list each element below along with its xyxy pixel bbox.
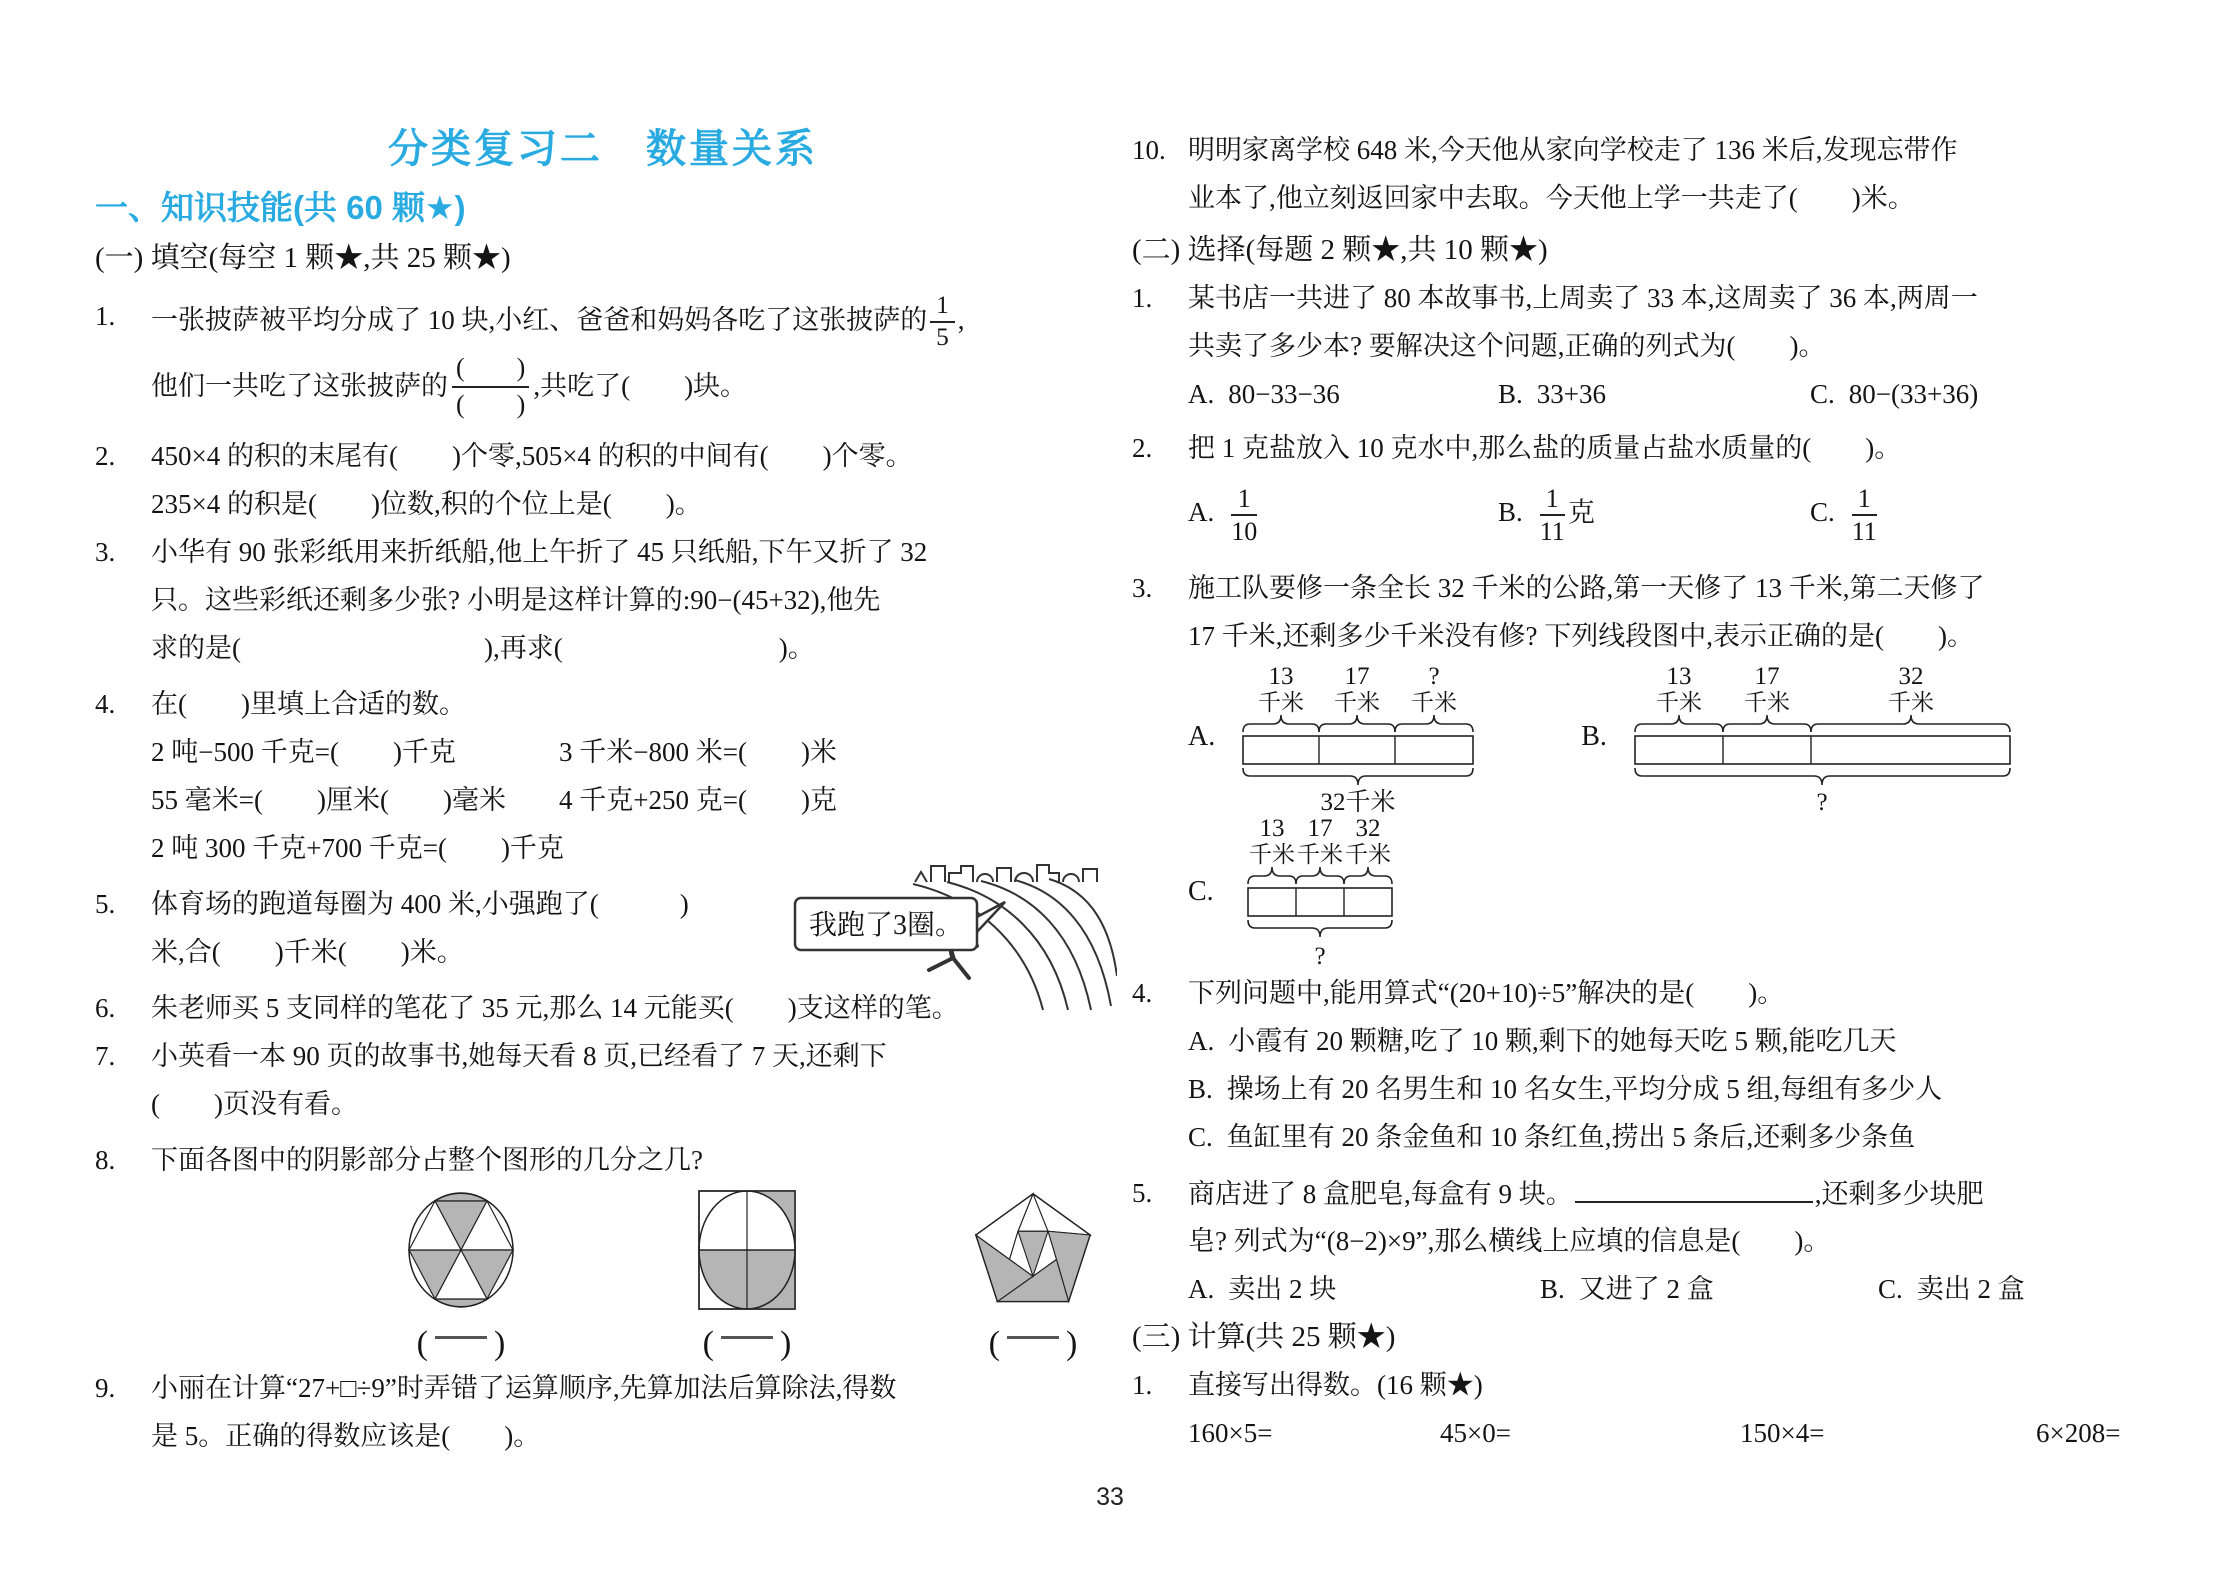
svg-text:千米: 千米 [1411, 690, 1458, 715]
svg-text:?: ? [1314, 943, 1326, 969]
question-line: 一张披萨被平均分成了 10 块,小红、爸爸和妈妈各吃了这张披萨的 $\frac{1}{5}$ , [151, 292, 965, 351]
question-number: 6. [95, 993, 116, 1023]
conversion-row: 2 吨−500 千克=( )千克 3 千米−800 米=( )米 [151, 737, 837, 767]
option-c: C. 卖出 2 盒 [1878, 1274, 2025, 1304]
fraction-options-row [1188, 472, 2142, 558]
fill-question-10 [1132, 126, 2142, 222]
svg-text:千米: 千米 [1258, 690, 1305, 715]
question-number: 2. [95, 441, 116, 471]
svg-text:千米: 千米 [1296, 842, 1343, 867]
diagram-c: C. 13 17 32 千米 千米 千米 ? [1188, 815, 1391, 969]
question-line: 求的是( ),再求( )。 [151, 633, 815, 663]
figure-square-circle [669, 1188, 825, 1362]
part-choice-heading: (二) 选择(每题 2 颗★,共 10 颗★) [1132, 234, 1548, 266]
segment-diagrams-row-1 [1188, 662, 2142, 812]
svg-text:32: 32 [1898, 663, 1924, 690]
runner-track-illustration [787, 836, 1117, 1012]
option-a: A. $\frac{1}{10}$ [1188, 483, 1258, 546]
fill-question-7 [95, 1032, 1111, 1128]
question-line: 450×4 的积的末尾有( )个零,505×4 的积的中间有( )个零。 [151, 441, 913, 471]
shaded-figures [151, 1188, 1111, 1362]
option-b: B. 操场上有 20 名男生和 10 名女生,平均分成 5 组,每组有多少人 [1188, 1074, 1943, 1104]
part-calc-heading: (三) 计算(共 25 颗★) [1132, 1321, 1396, 1353]
svg-text:32: 32 [1355, 815, 1381, 842]
calc-question-1 [1132, 1361, 2142, 1457]
svg-text:千米: 千米 [1887, 690, 1934, 715]
segment-diagrams-row-2 [1188, 814, 2142, 969]
question-line: 在( )里填上合适的数。 [151, 689, 466, 719]
fill-question-8 [95, 1136, 1111, 1362]
question-line: 小华有 90 张彩纸用来折纸船,他上午折了 45 只纸船,下午又折了 32 [151, 537, 928, 567]
calc-problems-row [1188, 1409, 2142, 1457]
svg-text:千米: 千米 [1655, 690, 1702, 715]
fill-question-1 [95, 292, 1111, 432]
question-number: 9. [95, 1373, 116, 1403]
choice-question-3 [1132, 564, 2142, 969]
question-line: 朱老师买 5 支同样的笔花了 35 元,那么 14 元能买( )支这样的笔。 [151, 993, 959, 1023]
options-row [1188, 1265, 2142, 1313]
question-number: 1. [1132, 283, 1153, 313]
calc-problem: 150×4= [1740, 1418, 1825, 1448]
fill-question-5 [95, 880, 1111, 976]
conversion-row: 55 毫米=( )厘米( )毫米 4 千克+250 克=( )克 [151, 785, 837, 815]
svg-text:?: ? [1816, 789, 1828, 812]
svg-text:千米: 千米 [1344, 842, 1391, 867]
question-number: 1. [1132, 1370, 1153, 1400]
option-c: C. 80−(33+36) [1810, 379, 1979, 409]
question-line: 米,合( )千米( )米。 [151, 937, 464, 967]
svg-text:千米: 千米 [1743, 690, 1790, 715]
option-b: B. 又进了 2 盒 [1540, 1274, 1714, 1304]
choice-question-5 [1132, 1169, 2142, 1313]
diagram-b: B. 13 17 32 千米 千米 千米 ? [1581, 662, 2025, 812]
question-number: 1. [95, 301, 116, 331]
fill-question-2 [95, 432, 1111, 528]
question-line: 17 千米,还剩多少千米没有修? 下列线段图中,表示正确的是( )。 [1188, 621, 1974, 651]
question-line: 业本了,他立刻返回家中去取。今天他上学一共走了( )米。 [1188, 183, 1915, 213]
question-line: 明明家离学校 648 米,今天他从家向学校走了 136 米后,发现忘带作 [1188, 135, 1958, 165]
question-line: ( )页没有看。 [151, 1089, 358, 1119]
question-line: 下列问题中,能用算式“(20+10)÷5”解决的是( )。 [1188, 978, 1785, 1008]
option-a: A. 80−33−36 [1188, 379, 1340, 409]
section-knowledge-heading: 一、知识技能(共 60 颗★) [95, 189, 466, 226]
option-b: B. 33+36 [1498, 379, 1606, 409]
svg-text:17: 17 [1307, 815, 1333, 842]
fraction: $\frac{1}{11}$ [1851, 483, 1877, 546]
question-line: 商店进了 8 盒肥皂,每盒有 9 块。 ,还剩多少块肥 [1188, 1169, 2142, 1217]
figure-pentagon [955, 1188, 1111, 1362]
svg-text:13: 13 [1259, 815, 1285, 842]
question-line: 把 1 克盐放入 10 克水中,那么盐的质量占盐水质量的( )。 [1188, 433, 1902, 463]
left-column [95, 0, 1111, 1460]
question-number: 5. [95, 889, 116, 919]
right-column [1132, 0, 2142, 1457]
question-number: 3. [1132, 573, 1153, 603]
diagram-a: A. 13 17 ? 千米 千米 千米 32千米 [1188, 662, 1523, 812]
svg-text:13: 13 [1268, 663, 1294, 690]
option-a: A. 小霞有 20 颗糖,吃了 10 颗,剩下的她每天吃 5 颗,能吃几天 [1188, 1026, 1897, 1056]
svg-text:?: ? [1428, 663, 1440, 690]
answer-blank-fraction: ( ) [702, 1325, 792, 1362]
calc-problem: 160×5= [1188, 1418, 1273, 1448]
fraction-one-fifth: $\frac{1}{5}$ [930, 292, 955, 352]
calc-problem: 45×0= [1440, 1418, 1511, 1448]
options-row [1188, 370, 2142, 418]
question-number: 5. [1132, 1178, 1153, 1208]
conversion-row: 2 吨 300 千克+700 千克=( )千克 [151, 833, 564, 863]
question-line: 他们一共吃了这张披萨的 ( ) ( ) ,共吃了( )块。 [151, 352, 748, 419]
option-c: C. $\frac{1}{11}$ [1810, 483, 1877, 546]
part-fill-heading: (一) 填空(每空 1 颗★,共 25 颗★) [95, 242, 511, 274]
svg-text:32千米: 32千米 [1320, 789, 1396, 812]
question-line: 共卖了多少本? 要解决这个问题,正确的列式为( )。 [1188, 331, 1826, 361]
question-line: 是 5。正确的得数应该是( )。 [151, 1421, 541, 1451]
svg-text:千米: 千米 [1248, 842, 1295, 867]
option-a: A. 卖出 2 块 [1188, 1274, 1337, 1304]
answer-blank-fraction: ( ) [988, 1325, 1078, 1362]
question-number: 4. [1132, 978, 1153, 1008]
question-number: 2. [1132, 433, 1153, 463]
page-title: 分类复习二 数量关系 [388, 127, 818, 171]
svg-text:千米: 千米 [1334, 690, 1381, 715]
question-line: 体育场的跑道每圈为 400 米,小强跑了( ) [151, 889, 689, 919]
figure-circle-sixths [383, 1188, 539, 1362]
choice-question-2 [1132, 424, 2142, 558]
question-line: 下面各图中的阴影部分占整个图形的几分之几? [151, 1145, 703, 1175]
svg-text:17: 17 [1754, 663, 1780, 690]
option-b: B. $\frac{1}{11}$ 克 [1498, 483, 1595, 546]
question-line: 某书店一共进了 80 本故事书,上周卖了 33 本,这周卖了 36 本,两周一 [1188, 283, 1978, 313]
answer-blank-fraction: ( ) [416, 1325, 506, 1362]
speech-bubble-text: 我跑了3圈。 [808, 910, 964, 941]
option-c: C. 鱼缸里有 20 条金鱼和 10 条红鱼,捞出 5 条后,还剩多少条鱼 [1188, 1122, 1916, 1152]
fraction: $\frac{1}{11}$ [1539, 483, 1565, 546]
question-number: 8. [95, 1145, 116, 1175]
question-number: 10. [1132, 135, 1166, 165]
question-line: 只。这些彩纸还剩多少张? 小明是这样计算的:90−(45+32),他先 [151, 585, 881, 615]
page-number: 33 [1096, 1483, 1124, 1511]
question-line: 直接写出得数。(16 颗★) [1188, 1370, 1483, 1400]
question-number: 7. [95, 1041, 116, 1071]
question-line: 皂? 列式为“(8−2)×9”,那么横线上应填的信息是( )。 [1188, 1226, 1831, 1256]
calc-problem: 6×208= [2036, 1418, 2121, 1448]
question-line: 235×4 的积是( )位数,积的个位上是( )。 [151, 489, 702, 519]
question-line: 小英看一本 90 页的故事书,她每天看 8 页,已经看了 7 天,还剩下 [151, 1041, 887, 1071]
question-line: 施工队要修一条全长 32 千米的公路,第一天修了 13 千米,第二天修了 [1188, 573, 1985, 603]
fill-question-9 [95, 1364, 1111, 1460]
fill-question-3 [95, 528, 1111, 672]
svg-text:17: 17 [1344, 663, 1370, 690]
question-number: 3. [95, 537, 116, 567]
choice-question-4 [1132, 969, 2142, 1161]
question-number: 4. [95, 689, 116, 719]
fraction: $\frac{1}{10}$ [1231, 483, 1258, 546]
blank-fraction: ( ) ( ) [452, 353, 529, 420]
fill-blank-underline [1575, 1169, 1813, 1203]
question-line: 小丽在计算“27+□÷9”时弄错了运算顺序,先算加法后算除法,得数 [151, 1373, 897, 1403]
svg-text:13: 13 [1666, 663, 1692, 690]
choice-question-1 [1132, 274, 2142, 418]
